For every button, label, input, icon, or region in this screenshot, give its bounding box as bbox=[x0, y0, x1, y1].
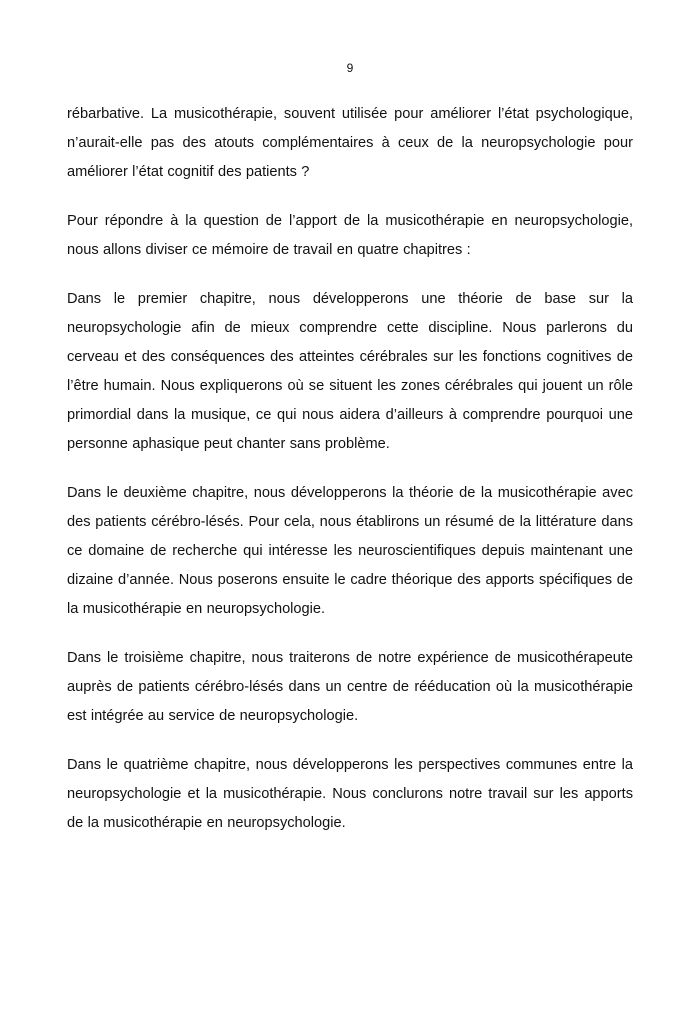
paragraph-intro-continuation: rébarbative. La musicothérapie, souvent utilisée pour améliorer l’état psychologique, n’aurait-elle pas des atouts complémentaires à ceux de la neuropsychologie pour améliorer l’état cognitif des patients ? bbox=[67, 106, 633, 180]
paragraph-chapter-2: Dans le deuxième chapitre, nous développerons la théorie de la musicothérapie avec des patients cérébro-lésés. Pour cela, nous établirons un résumé de la littérature dans ce domaine de recherche qui intéresse les neuroscientifiques depuis maintenant une dizaine d’année. Nous poserons ensuite le cadre théorique des apports spécifiques de la musicothérapie en neuropsychologie. bbox=[67, 485, 633, 617]
paragraph-chapter-1: Dans le premier chapitre, nous développerons une théorie de base sur la neuropsychologie afin de mieux comprendre cette discipline. Nous parlerons du cerveau et des conséquences des atteintes cérébrales sur les fonctions cognitives de l’être humain. Nous expliquerons où se situent les zones cérébrales qui jouent un rôle primordial dans la musique, ce qui nous aidera d’ailleurs à comprendre pourquoi une personne aphasique peut chanter sans problème. bbox=[67, 291, 633, 452]
paragraph-plan-overview: Pour répondre à la question de l’apport de la musicothérapie en neuropsychologie, nous allons diviser ce mémoire de travail en quatre chapitres : bbox=[67, 213, 633, 258]
page-number: 9 bbox=[346, 61, 354, 75]
paragraph-chapter-3: Dans le troisième chapitre, nous traiterons de notre expérience de musicothérapeute auprès de patients cérébro-lésés dans un centre de rééducation où la musicothérapie est intégrée au service de neuropsychologie. bbox=[67, 650, 633, 724]
body-text bbox=[67, 100, 633, 858]
paragraph-chapter-4: Dans le quatrième chapitre, nous développerons les perspectives communes entre la neuropsychologie et la musicothérapie. Nous conclurons notre travail sur les apports de la musicothérapie en neuropsychologie. bbox=[67, 757, 633, 831]
